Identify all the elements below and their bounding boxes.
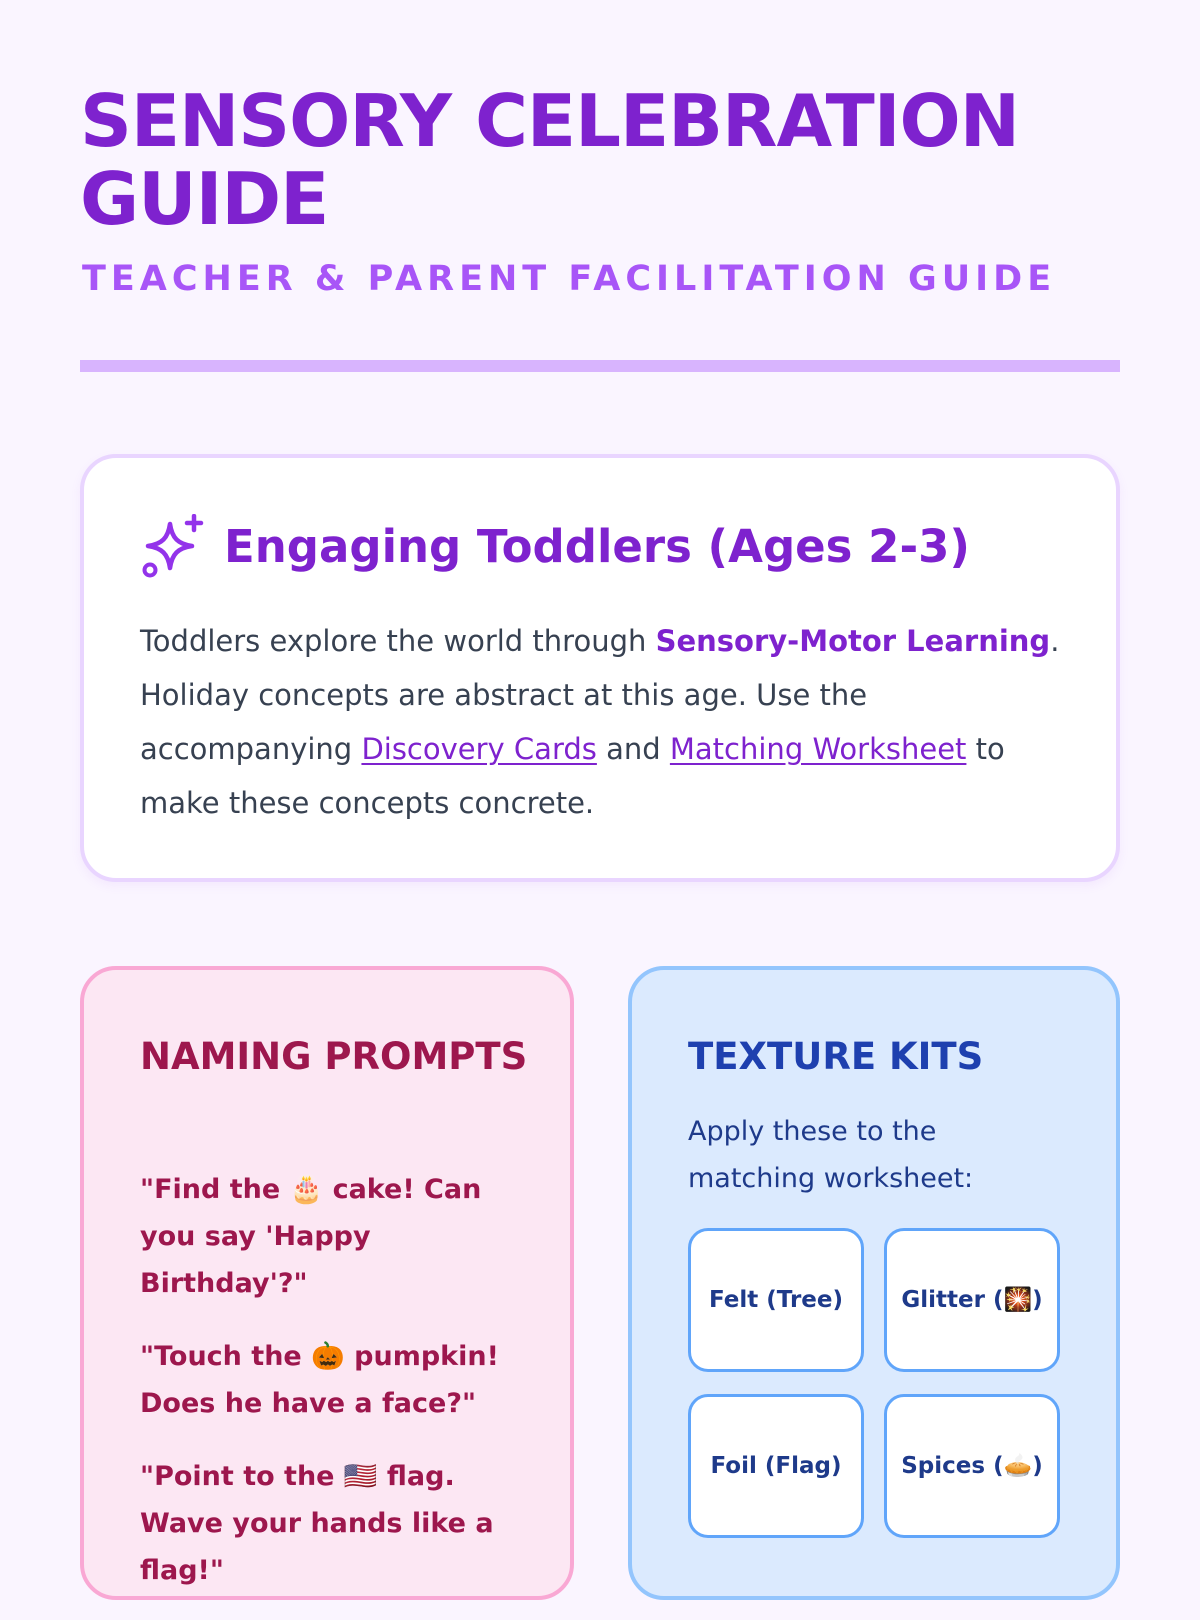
tile-label: Foil (Flag) [710,1453,842,1479]
texture-kits-title: TEXTURE KITS [688,1035,984,1078]
prompt-item: "Point to the 🇺🇸 flag. Wave your hands like a flag!" [140,1461,494,1586]
page-title: SENSORY CELEBRATION GUIDE [80,79,1019,241]
naming-prompts-title: NAMING PROMPTS [140,1035,528,1078]
discovery-cards-link[interactable]: Discovery Cards [361,732,597,766]
intro-text-part: and [596,732,670,766]
prompt-item: "Find the 🎂 cake! Can you say 'Happy Birthday'?" [140,1174,482,1299]
page-subtitle: TEACHER & PARENT FACILITATION GUIDE [82,259,1057,299]
prompt-item: "Touch the 🎃 pumpkin! Does he have a face?" [140,1341,499,1419]
matching-worksheet-link[interactable]: Matching Worksheet [669,732,967,766]
texture-kits-card [628,966,1120,1600]
header-divider [80,360,1120,372]
intro-text-part: . Holiday concepts are abstract at this age. Use the accompanying [140,624,1060,766]
intro-title: Engaging Toddlers (Ages 2-3) [224,520,970,573]
texture-tile-glitter[interactable] [884,1228,1060,1372]
texture-tile-spices[interactable] [884,1394,1060,1538]
highlight-sensory-motor: Sensory-Motor Learning [655,624,1051,658]
texture-kits-description: Apply these to the matching worksheet: [688,1116,974,1194]
sparkle-icon [140,514,206,580]
tile-label: Felt (Tree) [709,1287,843,1313]
texture-tile-foil[interactable] [688,1394,864,1538]
texture-grid [688,1228,1060,1538]
intro-heading [140,514,970,580]
intro-text-part: Toddlers explore the world through [140,624,656,658]
intro-card [80,454,1120,882]
prompt-list [140,1166,530,1620]
intro-text-part: to make these concepts concrete. [140,732,1005,820]
intro-text [140,614,1060,830]
tile-label: Spices (🥧) [901,1453,1043,1479]
tile-label: Glitter (🎇) [901,1287,1043,1313]
naming-prompts-card [80,966,574,1600]
texture-tile-felt[interactable] [688,1228,864,1372]
